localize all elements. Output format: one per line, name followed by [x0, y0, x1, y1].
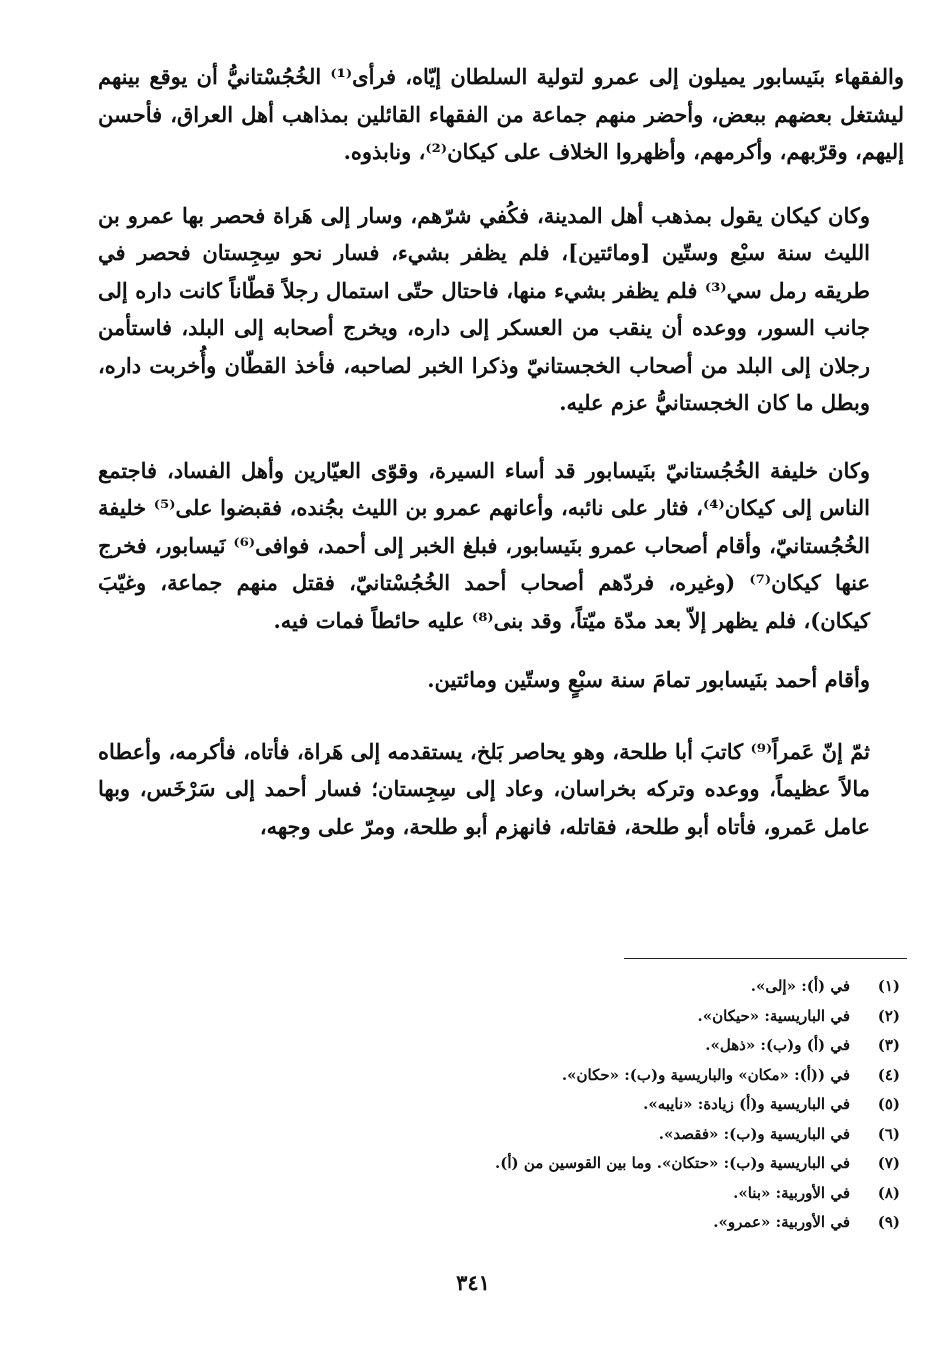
footnote-text: في (أ): «إلى». [750, 977, 850, 995]
footnote-number: (٢) [877, 1006, 900, 1025]
footnote-number: (٣) [877, 1036, 900, 1054]
footnote-text: في ((أ): «مكان» والباريسية و(ب): «حكان». [561, 1065, 850, 1084]
paragraph-1: والفقهاء بنَيسابور يميلون إلى عمرو لتولية السلطان إيّاه، فرأى⁽¹⁾ الخُجُسْتانيُّ أن يوقع بينهم ليشتغل بعضهم ببعض، وأحضر منهم جماعة من الفقهاء القائلين بمذاهب أهل العراق، فأحسن إليهم، وقرّبهم، وأكرمهم، وأظهروا الخلاف على كيكان⁽²⁾، ونابذوه. [98, 64, 904, 164]
footnote-number: (٥) [877, 1095, 900, 1113]
footnote-5 [380, 1090, 900, 1120]
paragraph-2: وكان كيكان يقول بمذهب أهل المدينة، فكُفي شرّهم، وسار إلى هَراة فحصر بها عمرو بن الليث سنة سبْع وستّين [ومائتين]، فلم يظفر بشيء، فسار نحو سِجِستان فحصر في طريقه رمل سي⁽³⁾ فلم يظفر بشيء منها، فاحتال حتّى استمال رجلاً قطّاناً كانت داره إلى جانب السور، ووعده أن ينقب من العسكر إلى داره، ويخرج أصحابه إلى البلد، فاستأمن رجلان إلى البلد من أصحاب الخجستانيّ وذكرا الخبر لصاحبه، فأخذ القطّان وأُخربت داره، وبطل ما كان الخجستانيُّ عزم عليه. [98, 202, 871, 415]
footnote-number: (٩) [877, 1213, 900, 1231]
footnote-8 [380, 1179, 900, 1209]
footnote-text: في (أ) و(ب): «ذهل». [705, 1036, 850, 1054]
footnote-text: في الباريسية و(أ) زيادة: «نايبه». [643, 1095, 850, 1113]
footnote-number: (٨) [877, 1183, 900, 1202]
footnote-number: (٦) [877, 1124, 900, 1143]
footnote-text: في الباريسية و(ب): «حتكان». وما بين القوسين من (أ). [495, 1154, 850, 1172]
footnotes [380, 972, 900, 1238]
footnote-divider [624, 958, 907, 959]
footnote-number: (٤) [877, 1065, 900, 1084]
footnote-4 [380, 1061, 900, 1091]
main-text [98, 58, 904, 845]
footnote-7 [380, 1149, 900, 1179]
paragraph-3: وكان خليفة الخُجُستانيّ بنَيسابور قد أساء السيرة، وقوّى العيّارين وأهل الفساد، فاجتمع الناس إلى كيكان⁽⁴⁾، فثار على نائبه، وأعانهم عمرو بن الليث بجُنده، فقبضوا على⁽⁵⁾ خليفة الخُجُستانيّ، وأقام أصحاب عمرو بنَيسابور، فبلغ الخبر إلى أحمد، فوافى⁽⁶⁾ نَيسابور، فخرج عنها كيكان⁽⁷⁾ (وغيره، فردّهم أصحاب أحمد الخُجُسْتانيّ، فقتل منهم جماعة، وغيّبَ كيكان)، فلم يظهر إلاّ بعد مدّة ميّتاً، وقد بنى⁽⁸⁾ عليه حائطاً فمات فيه. [98, 457, 871, 633]
footnote-text: في الباريسية و(ب): «فقصد». [658, 1124, 850, 1143]
paragraph-4: وأقام أحمد بنَيسابور تمامَ سنة سبْعٍ وستّين ومائتين. [427, 667, 870, 692]
footnote-3 [380, 1031, 900, 1061]
footnote-text: في الأوربية: «عمرو». [713, 1213, 850, 1231]
paragraph-5: ثمّ إنّ عَمراً⁽⁹⁾ كاتبَ أبا طلحة، وهو يحاصر بَلخ، يستقدمه إلى هَراة، فأتاه، فأكرمه، وأعطاه مالاً عظيماً، ووعده وتركه بخراسان، وعاد إلى سِجِستان؛ فسار أحمد إلى سَرْخَس، وبها عامل عَمرو، فأتاه أبو طلحة، فقاتله، فانهزم أبو طلحة، ومرّ على وجهه، [98, 738, 871, 839]
footnote-number: (١) [877, 977, 900, 995]
footnote-text: في الأوربية: «بنا». [733, 1183, 850, 1202]
footnote-2 [380, 1002, 900, 1032]
page-number: ٣٤١ [456, 1270, 490, 1295]
footnote-number: (٧) [877, 1154, 900, 1172]
footnote-6 [380, 1120, 900, 1150]
footnote-9 [380, 1208, 900, 1238]
footnote-1 [380, 972, 900, 1002]
footnote-text: في الباريسية: «حيكان». [697, 1006, 850, 1025]
